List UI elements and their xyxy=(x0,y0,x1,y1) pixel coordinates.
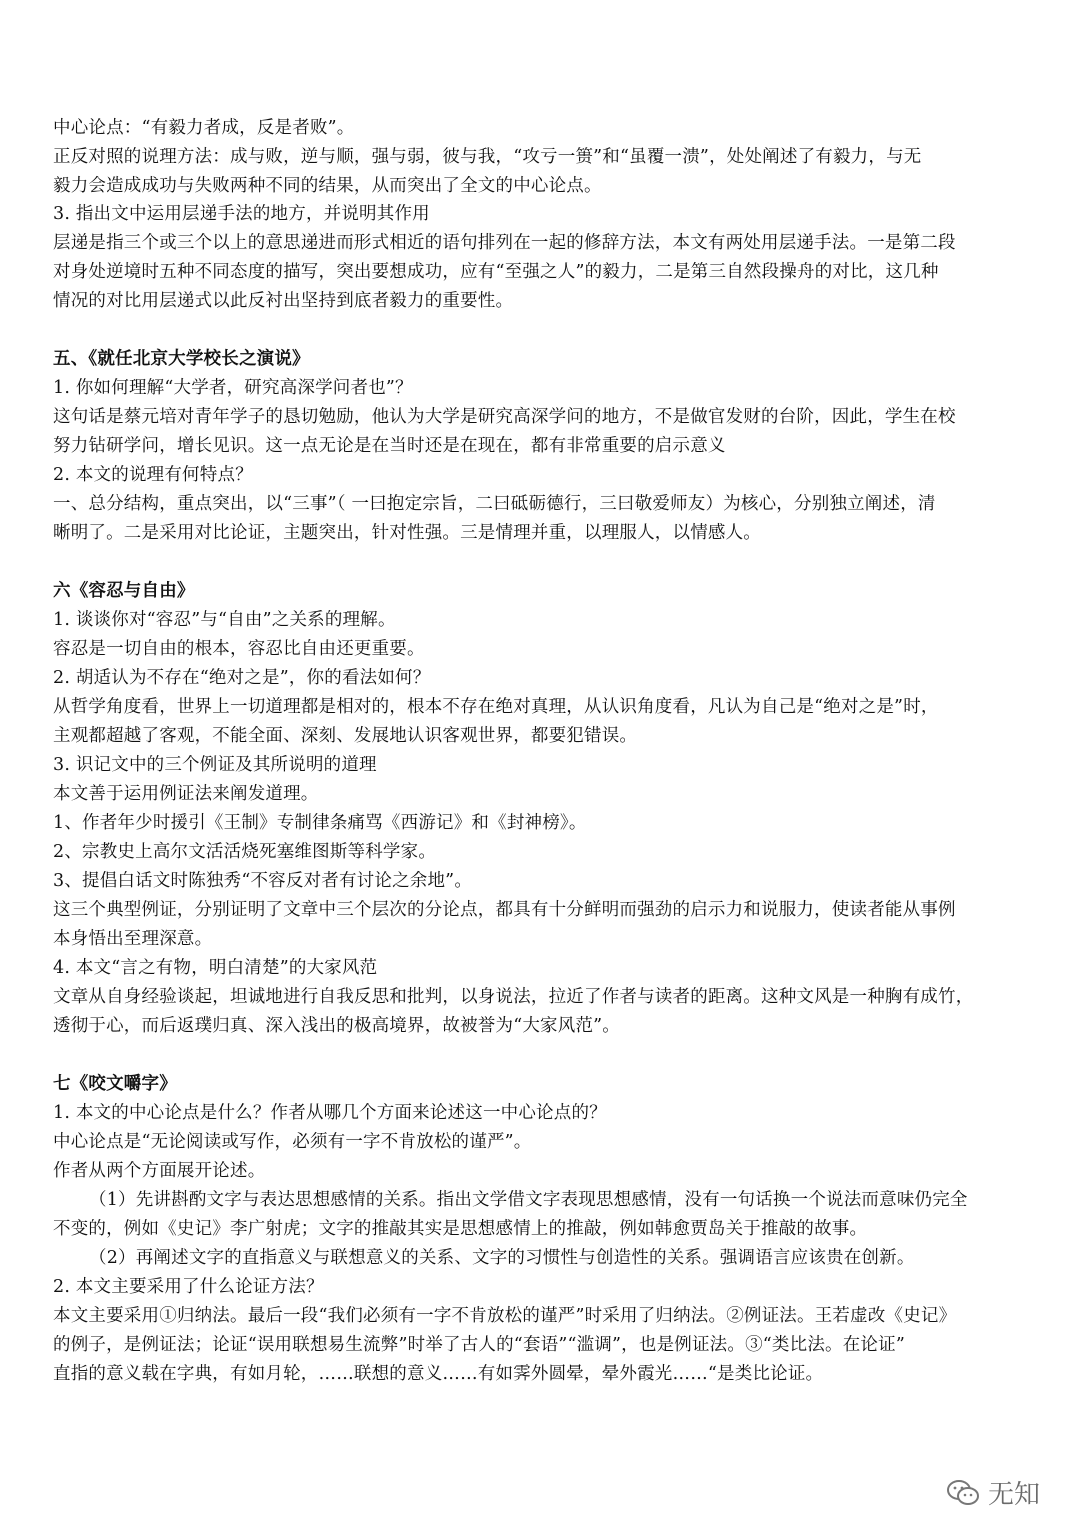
question-line: 2. 胡适认为不存在“绝对之是”，你的看法如何？ xyxy=(53,668,431,688)
question-line: 2. 本文的说理有何特点？ xyxy=(53,465,253,485)
section-heading: 六《容忍与自由》 xyxy=(53,581,195,601)
watermark-text: 无知 xyxy=(987,1480,1040,1510)
text-line: 晰明了。二是采用对比论证，主题突出，针对性强。三是情理并重，以理服人，以情感人。 xyxy=(53,523,761,543)
text-line: 中心论点是“无论阅读或写作，必须有一字不肯放松的谨严”。 xyxy=(53,1132,532,1152)
text-line: 情况的对比用层递式以此反衬出坚持到底者毅力的重要性。 xyxy=(53,291,514,311)
question-line: 3. 识记文中的三个例证及其所说明的道理 xyxy=(53,755,377,775)
question-line: 3. 指出文中运用层递手法的地方，并说明其作用 xyxy=(53,204,430,224)
text-line: （2）再阐述文字的直指意义与联想意义的关系、文字的习惯性与创造性的关系。强调语言应该贵在创新。 xyxy=(89,1248,915,1268)
list-item: 2、宗教史上高尔文活活烧死塞维图斯等科学家。 xyxy=(53,842,437,862)
section-heading: 五、《就任北京大学校长之演说》 xyxy=(53,349,310,369)
text-line: 主观都超越了客观，不能全面、深刻、发展地认识客观世界，都要犯错误。 xyxy=(53,726,638,746)
list-item: 1、作者年少时援引《王制》专制律条痛骂《西游记》和《封神榜》。 xyxy=(53,813,587,833)
text-line: 文章从自身经验谈起，坦诚地进行自我反思和批判，以身说法，拉近了作者与读者的距离。这种文风是一种胸有成竹， xyxy=(53,987,974,1007)
text-line: 本文善于运用例证法来阐发道理。 xyxy=(53,784,319,804)
watermark xyxy=(946,1474,1040,1511)
question-line: 2. 本文主要采用了什么论证方法？ xyxy=(53,1277,324,1297)
question-line: 1. 你如何理解“大学者，研究高深学问者也”？ xyxy=(53,378,413,398)
text-line: （1）先讲斟酌文字与表达思想感情的关系。指出文学借文字表现思想感情，没有一句话换一个说法而意味仍完全 xyxy=(89,1190,968,1210)
text-line: 不变的，例如《史记》李广射虎；文字的推敲其实是思想感情上的推敲，例如韩愈贾岛关于推敲的故事。 xyxy=(53,1219,868,1239)
text-line: 本身悟出至理深意。 xyxy=(53,929,213,949)
question-line: 1. 谈谈你对“容忍”与“自由”之关系的理解。 xyxy=(53,610,396,630)
text-line: 对身处逆境时五种不同态度的描写，突出要想成功，应有“至强之人”的毅力，二是第三自然段操舟的对比，这几种 xyxy=(53,262,939,282)
text-line: 容忍是一切自由的根本，容忍比自由还更重要。 xyxy=(53,639,425,659)
question-line: 4. 本文“言之有物，明白清楚”的大家风范 xyxy=(53,958,378,978)
text-line: 这句话是蔡元培对青年学子的恳切勉励，他认为大学是研究高深学问的地方，不是做官发财的台阶，因此，学生在校 xyxy=(53,407,956,427)
text-line: 努力钻研学问，增长见识。这一点无论是在当时还是在现在，都有非常重要的启示意义 xyxy=(53,436,726,456)
text-line: 透彻于心，而后返璞归真、深入浅出的极高境界，故被誉为“大家风范”。 xyxy=(53,1016,620,1036)
text-line: 一、总分结构，重点突出，以“三事”（ 一曰抱定宗旨，二曰砥砺德行，三曰敬爱师友）为核心，分别独立阐述，清 xyxy=(53,494,936,514)
text-line: 作者从两个方面展开论述。 xyxy=(53,1161,266,1181)
text-line: 中心论点：“有毅力者成，反是者败”。 xyxy=(53,118,355,138)
question-line: 1. 本文的中心论点是什么？作者从哪几个方面来论述这一中心论点的？ xyxy=(53,1103,607,1123)
text-line: 正反对照的说理方法：成与败，逆与顺，强与弱，彼与我，“攻亏一篑”和“虽覆一溃”，处处阐述了有毅力，与无 xyxy=(53,147,922,167)
text-line: 这三个典型例证，分别证明了文章中三个层次的分论点，都具有十分鲜明而强劲的启示力和说服力，使读者能从事例 xyxy=(53,900,956,920)
text-line: 的例子，是例证法；论证“误用联想易生流弊”时举了古人的“套语”“滥调”，也是例证法。③“类比法。在论证” xyxy=(53,1335,905,1355)
section-heading: 七《咬文嚼字》 xyxy=(53,1074,177,1094)
text-line: 毅力会造成成功与失败两种不同的结果，从而突出了全文的中心论点。 xyxy=(53,176,602,196)
text-line: 层递是指三个或三个以上的意思递进而形式相近的语句排列在一起的修辞方法，本文有两处用层递手法。一是第二段 xyxy=(53,233,956,253)
list-item: 3、提倡白话文时陈独秀“不容反对者有讨论之余地”。 xyxy=(53,871,473,891)
wechat-icon xyxy=(946,1479,980,1507)
text-line: 本文主要采用①归纳法。最后一段“我们必须有一字不肯放松的谨严”时采用了归纳法。②例证法。王若虚改《史记》 xyxy=(53,1306,957,1326)
text-line: 直指的意义载在字典，有如月轮，……联想的意义……有如霁外圆晕，晕外霞光……“是类比论证。 xyxy=(53,1364,824,1384)
text-line: 从哲学角度看，世界上一切道理都是相对的，根本不存在绝对真理，从认识角度看，凡认为自己是“绝对之是”时， xyxy=(53,697,939,717)
